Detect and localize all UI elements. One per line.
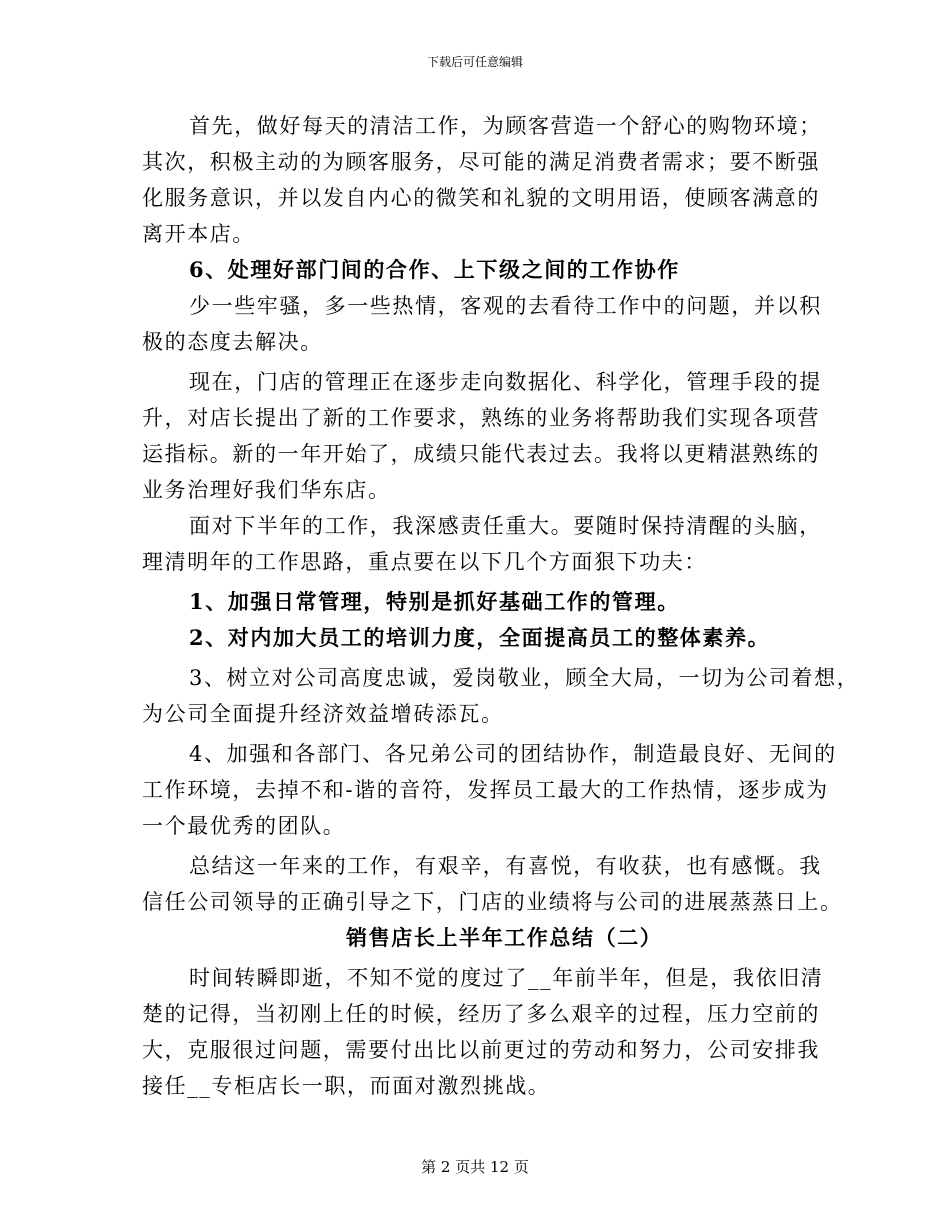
text-line: 信任公司领导的正确引导之下，门店的业绩将与公司的进展蒸蒸日上。: [142, 890, 843, 914]
text-line: 化服务意识，并以发自内心的微笑和礼貌的文明用语，使顾客满意的: [142, 186, 820, 210]
text-line: 一个最优秀的团队。: [142, 814, 346, 838]
text-line: 理清明年的工作思路，重点要在以下几个方面狠下功夫：: [142, 550, 707, 574]
text-line: 工作环境，去掉不和-谐的音符，发挥员工最大的工作热情，逐步成为: [142, 778, 829, 802]
text-line: 时间转瞬即逝，不知不觉的度过了__年前半年，但是，我依旧清: [189, 966, 824, 990]
text-line: 4、加强和各部门、各兄弟公司的团结协作，制造最良好、无间的: [189, 742, 837, 766]
text-line: 接任__专柜店长一职，而面对激烈挑战。: [142, 1074, 551, 1098]
text-line: 总结这一年来的工作，有艰辛，有喜悦，有收获，也有感慨。我: [189, 854, 822, 878]
page-header: 下载后可任意编辑: [426, 55, 523, 69]
text-line: 3、树立对公司高度忠诚，爱岗敬业，顾全大局，一切为公司着想，: [189, 666, 860, 690]
text-line: 少一些牢骚，多一些热情，客观的去看待工作中的问题，并以积: [189, 294, 822, 318]
text-line: 现在，门店的管理正在逐步走向数据化、科学化，管理手段的提: [189, 370, 822, 394]
heading-line: 1、加强日常管理，特别是抓好基础工作的管理。: [189, 589, 680, 614]
text-line: 运指标。新的一年开始了，成绩只能代表过去。我将以更精湛熟练的: [142, 442, 820, 466]
heading-line: 6、处理好部门间的合作、上下级之间的工作协作: [189, 257, 680, 282]
heading-line: 销售店长上半年工作总结（二）: [346, 925, 663, 950]
text-line: 升，对店长提出了新的工作要求，熟练的业务将帮助我们实现各项营: [142, 406, 820, 430]
text-line: 首先，做好每天的清洁工作，为顾客营造一个舒心的购物环境；: [189, 114, 822, 138]
text-line: 离开本店。: [142, 222, 255, 246]
text-line: 极的态度去解决。: [142, 330, 323, 354]
text-line: 楚的记得，当初刚上任的时候，经历了多么艰辛的过程，压力空前的: [142, 1002, 820, 1026]
text-line: 业务治理好我们华东店。: [142, 478, 391, 502]
text-line: 为公司全面提升经济效益增砖添瓦。: [142, 702, 504, 726]
text-line: 大，克服很过问题，需要付出比以前更过的劳动和努力，公司安排我: [142, 1038, 820, 1062]
text-line: 其次，积极主动的为顾客服务，尽可能的满足消费者需求；要不断强: [142, 150, 820, 174]
page-footer: 第 2 页共 12 页: [421, 1158, 529, 1176]
text-line: 面对下半年的工作，我深感责任重大。要随时保持清醒的头脑，: [189, 514, 822, 538]
heading-line: 2、对内加大员工的培训力度，全面提高员工的整体素养。: [189, 625, 771, 650]
